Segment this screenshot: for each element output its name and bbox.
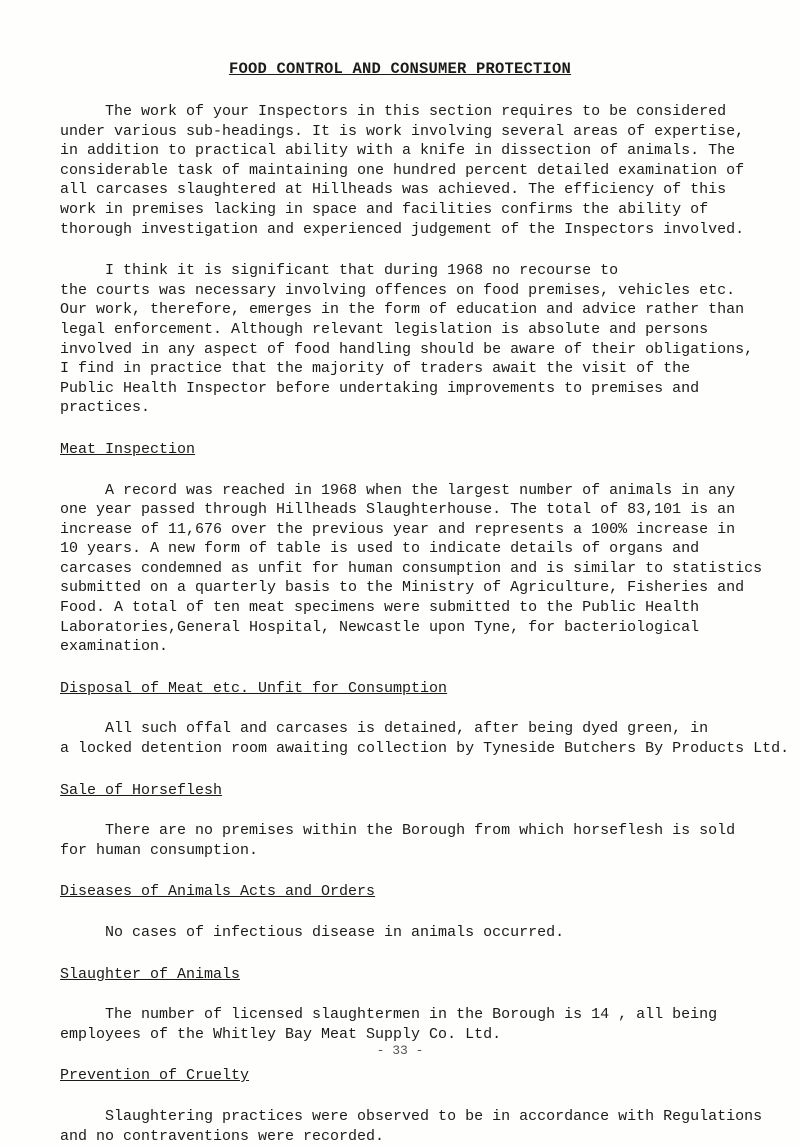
spacer: [60, 239, 800, 261]
spacer: [60, 418, 800, 440]
text-line: The number of licensed slaughtermen in the Borough is 14 , all being: [60, 1006, 718, 1024]
text-line: employees of the Whitley Bay Meat Supply Co. Ltd.: [60, 1025, 502, 1043]
spacer: [60, 984, 800, 1005]
text-line: legal enforcement. Although relevant legislation is absolute and persons: [60, 320, 709, 338]
section-heading-slaughter: Slaughter of Animals: [60, 965, 241, 983]
text-line: increase of 11,676 over the previous year and represents a 100% increase in: [60, 520, 736, 538]
text-line: 10 years. A new form of table is used to indicate details of organs and: [60, 540, 700, 558]
section-heading-diseases: Diseases of Animals Acts and Orders: [60, 883, 376, 901]
text-line: involved in any aspect of food handling should be aware of their obligations,: [60, 340, 754, 358]
text-line: under various sub-headings. It is work involving several areas of expertise,: [60, 122, 745, 140]
text-line: carcases condemned as unfit for human consumption and is similar to statistics: [60, 559, 763, 577]
diseases-paragraph: [60, 923, 800, 943]
text-line: all carcases slaughtered at Hillheads was achieved. The efficiency of this: [60, 181, 727, 199]
section-heading-horseflesh: Sale of Horseflesh: [60, 781, 223, 799]
text-line: examination.: [60, 638, 169, 656]
text-line: considerable task of maintaining one hundred percent detailed examination of: [60, 161, 745, 179]
text-line: the courts was necessary involving offences on food premises, vehicles etc.: [60, 281, 736, 299]
text-line: All such offal and carcases is detained, after being dyed green, in: [60, 720, 709, 738]
document-body: [60, 102, 800, 1146]
text-line: The work of your Inspectors in this section requires to be considered: [60, 103, 727, 120]
text-line: Slaughtering practices were observed to be in accordance with Regulations: [60, 1107, 763, 1125]
page-title: FOOD CONTROL AND CONSUMER PROTECTION: [228, 60, 572, 78]
text-line: work in premises lacking in space and facilities confirms the ability of: [60, 200, 709, 218]
text-line: I find in practice that the majority of traders await the visit of the: [60, 360, 691, 378]
spacer: [60, 657, 800, 679]
text-line: I think it is significant that during 1968 no recourse to: [60, 262, 619, 280]
text-line: one year passed through Hillheads Slaughterhouse. The total of 83,101 is an: [60, 501, 736, 519]
text-line: Public Health Inspector before undertaking improvements to premises and: [60, 379, 700, 397]
intro-paragraph-1: [60, 102, 800, 239]
horseflesh-paragraph: [60, 821, 800, 860]
text-line: A record was reached in 1968 when the largest number of animals in any: [60, 481, 736, 499]
cruelty-paragraph: [60, 1107, 800, 1146]
spacer: [60, 460, 800, 481]
text-line: practices.: [60, 399, 151, 417]
text-line: for human consumption.: [60, 841, 259, 859]
spacer: [60, 902, 800, 923]
spacer: [60, 759, 800, 781]
spacer: [60, 1086, 800, 1107]
spacer: [60, 860, 800, 882]
section-heading-disposal: Disposal of Meat etc. Unfit for Consumption: [60, 679, 448, 697]
text-line: and no contraventions were recorded.: [60, 1127, 385, 1145]
text-line: submitted on a quarterly basis to the Ministry of Agriculture, Fisheries and: [60, 579, 745, 597]
text-line: Laboratories,General Hospital, Newcastle upon Tyne, for bacteriological: [60, 618, 700, 636]
spacer: [60, 800, 800, 821]
text-line: in addition to practical ability with a knife in dissection of animals. The: [60, 142, 736, 160]
intro-paragraph-2: [60, 261, 800, 418]
text-line: There are no premises within the Borough from which horseflesh is sold: [60, 822, 736, 840]
text-line: thorough investigation and experienced judgement of the Inspectors involved.: [60, 220, 745, 238]
slaughter-paragraph: [60, 1005, 800, 1044]
text-line: Our work, therefore, emerges in the form of education and advice rather than: [60, 301, 745, 319]
spacer: [60, 698, 800, 719]
meat-inspection-paragraph: [60, 481, 800, 657]
spacer: [60, 943, 800, 965]
disposal-paragraph: [60, 719, 800, 758]
section-heading-cruelty: Prevention of Cruelty: [60, 1067, 250, 1085]
section-heading-meat-inspection: Meat Inspection: [60, 440, 196, 458]
text-line: No cases of infectious disease in animals occurred.: [60, 924, 565, 941]
page-number: - 33 -: [376, 1043, 424, 1058]
text-line: a locked detention room awaiting collection by Tyneside Butchers By Products Ltd.: [60, 740, 790, 758]
text-line: Food. A total of ten meat specimens were submitted to the Public Health: [60, 599, 700, 617]
